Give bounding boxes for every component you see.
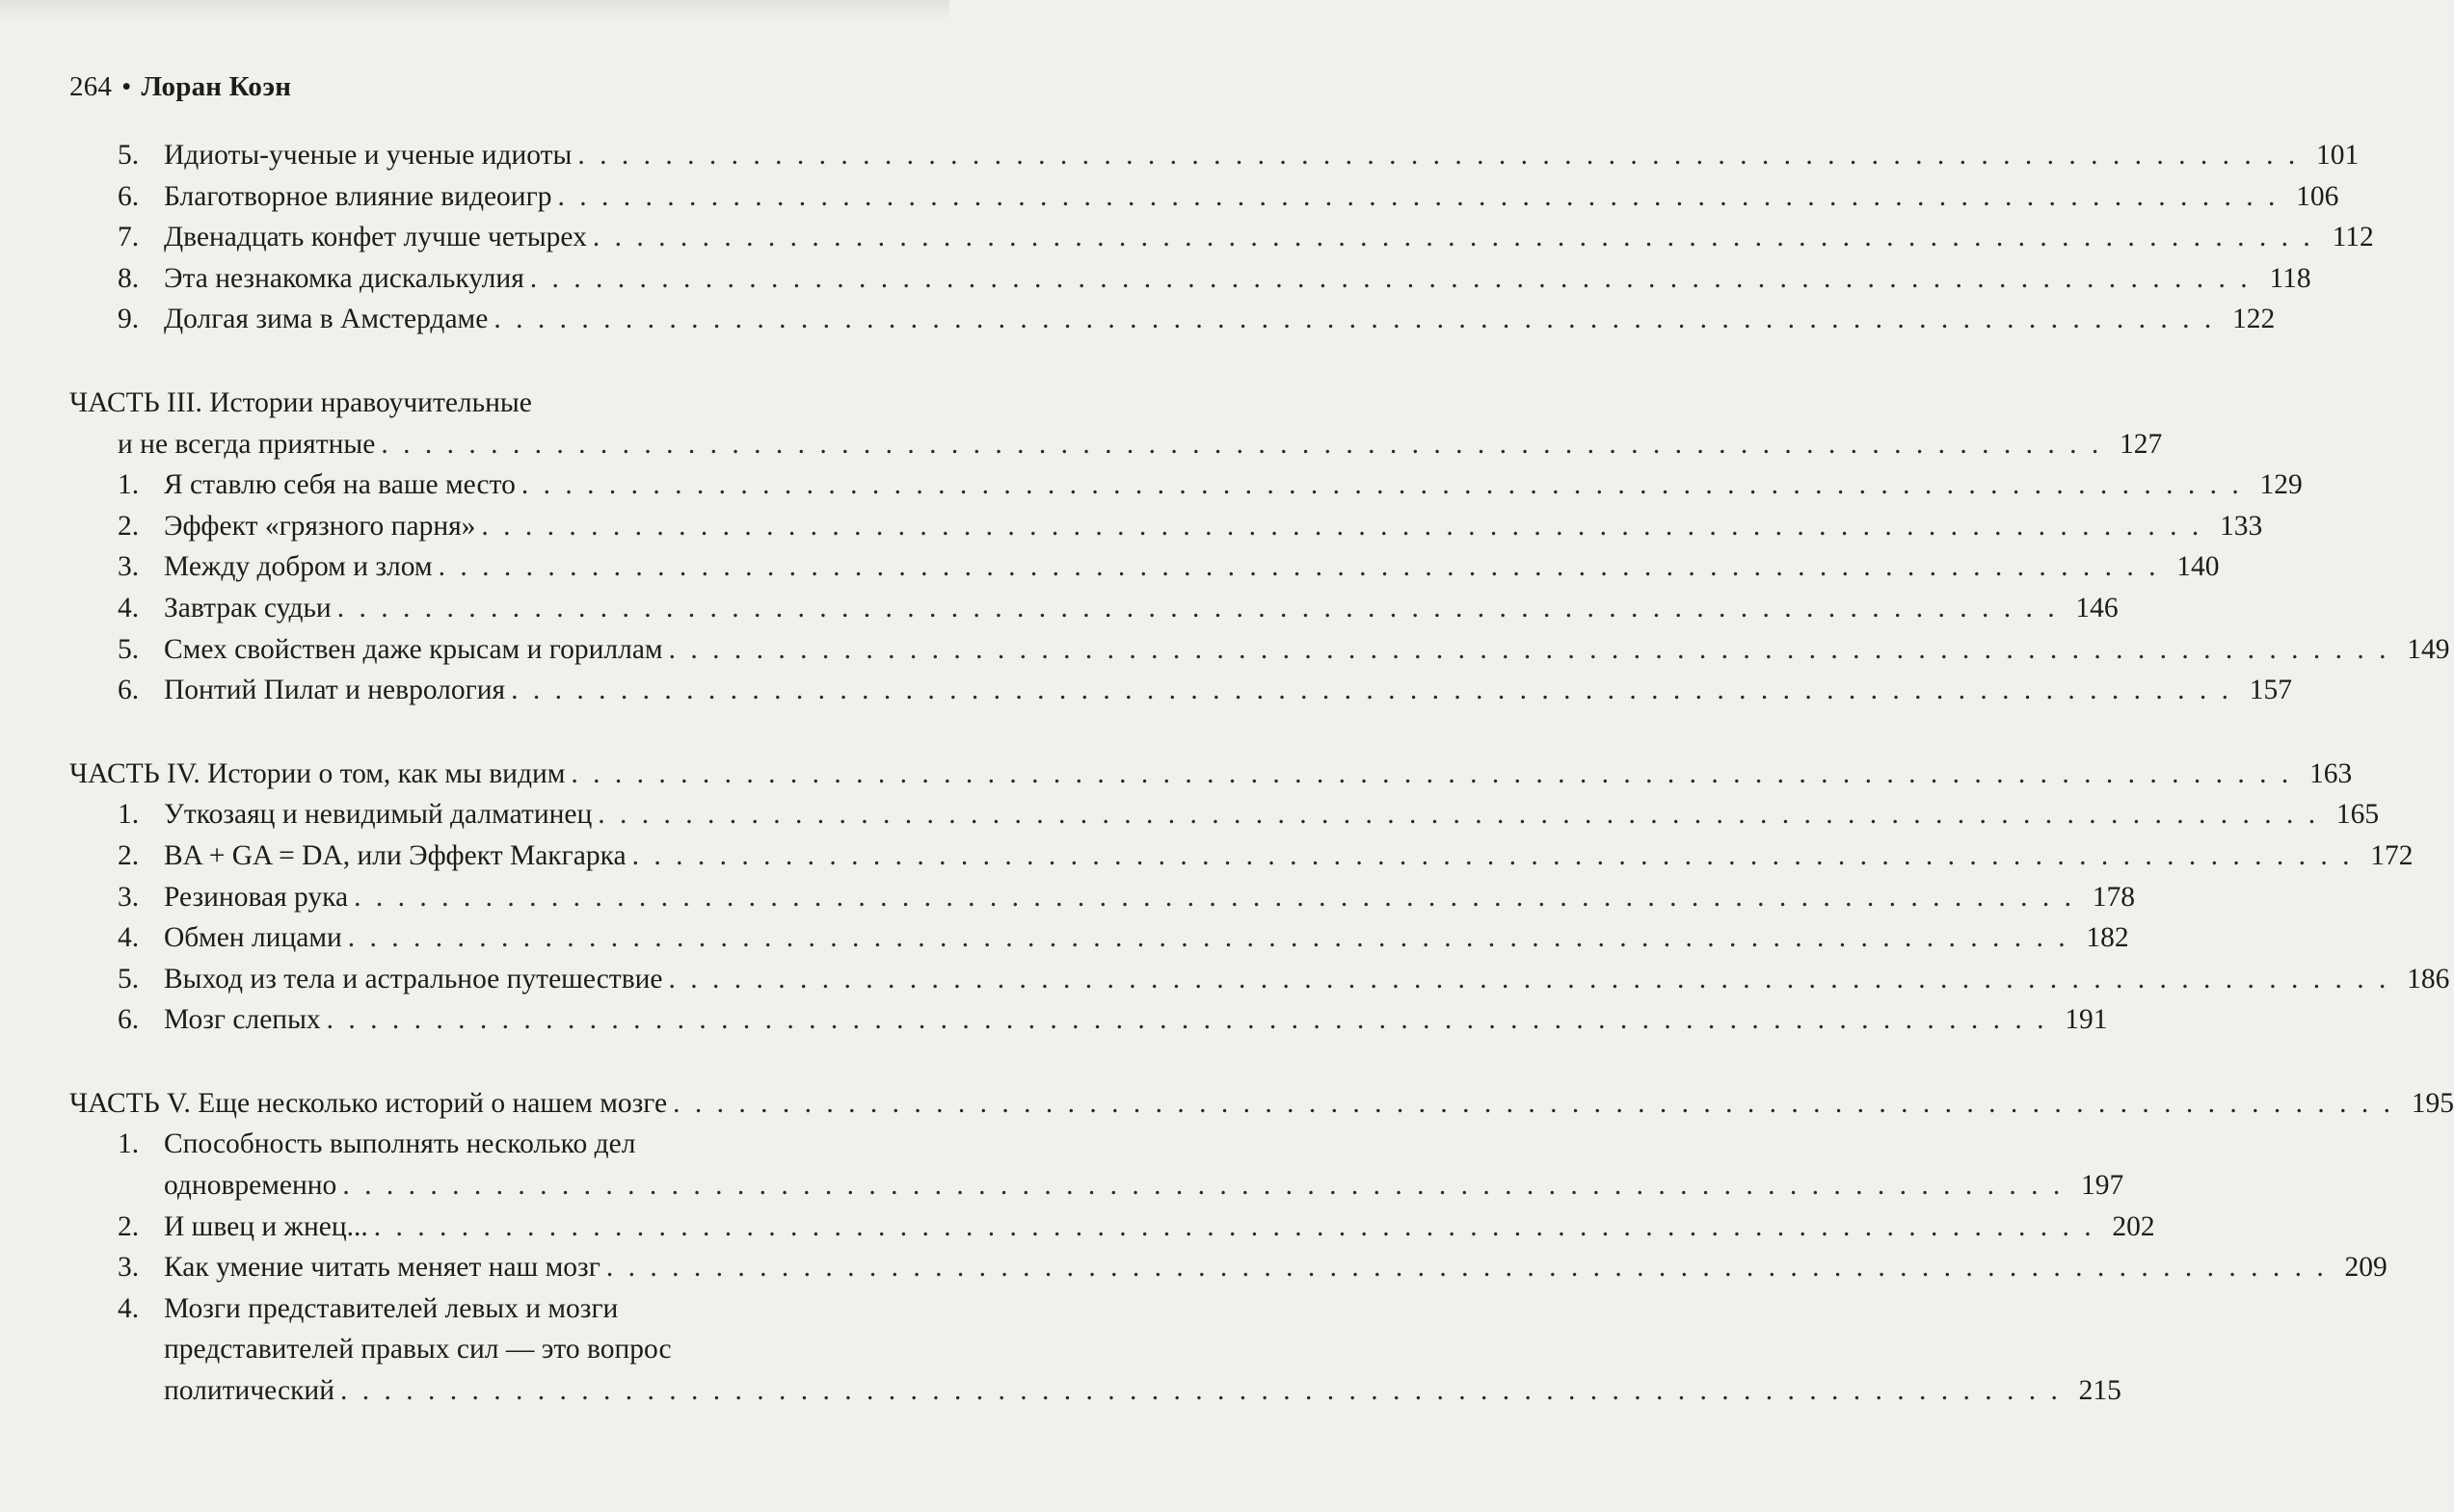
dot-leader: . . . . . . . . . . . . . . . . . . . . . . . . . . . . . . . . . . . . . . . . . . . . . . . . . . . . . . . . . . . . . . . . . . . . . . . . . . . . . . . <box>529 262 2252 294</box>
chapter-title: Мозги представителей левых и мозги <box>164 1292 619 1324</box>
dot-leader: . . . . . . . . . . . . . . . . . . . . . . . . . . . . . . . . . . . . . . . . . . . . . . . . . . . . . . . . . . . . . . . . . . . . . . . . . . . . . . . <box>340 1375 2062 1407</box>
chapter-title: Я ставлю себя на ваше место <box>164 469 516 501</box>
chapter-title: И швец и жнец... <box>164 1210 368 1242</box>
dot-leader: . . . . . . . . . . . . . . . . . . . . . . . . . . . . . . . . . . . . . . . . . . . . . . . . . . . . . . . . . . . . . . . . . . . . . . . . . . . . . . . <box>668 963 2390 995</box>
dot-leader: . . . . . . . . . . . . . . . . . . . . . . . . . . . . . . . . . . . . . . . . . . . . . . . . . . . . . . . . . . . . . . . . . . . . . . . . . . . . . . . <box>438 551 2160 583</box>
dot-leader: . . . . . . . . . . . . . . . . . . . . . . . . . . . . . . . . . . . . . . . . . . . . . . . . . . . . . . . . . . . . . . . . . . . . . . . . . . . . . . . <box>481 510 2203 542</box>
page-ref: 165 <box>2335 799 2380 831</box>
chapter-title: BA + GA = DA, или Эффект Макгарка <box>164 839 627 871</box>
page-ref: 163 <box>2309 757 2353 789</box>
toc-entry <box>69 135 2360 176</box>
chapter-number: 6. <box>118 180 140 212</box>
toc-entry <box>69 588 2119 629</box>
chapter-title: Эффект «грязного парня» <box>164 510 476 542</box>
chapter-title: Идиоты-ученые и ученые идиоты <box>164 140 573 171</box>
part-title <box>69 754 2353 795</box>
part-title-text: ЧАСТЬ IV. Истории о том, как мы видим <box>69 757 566 789</box>
toc-entry <box>69 877 2135 918</box>
toc-entry <box>69 217 2374 258</box>
chapter-number: 9. <box>118 304 140 335</box>
page-top-edge <box>0 0 949 21</box>
chapter-number: 1. <box>118 799 140 831</box>
toc-entry <box>69 546 2220 588</box>
page-ref: 146 <box>2075 592 2119 623</box>
dot-leader: . . . . . . . . . . . . . . . . . . . . . . . . . . . . . . . . . . . . . . . . . . . . . . . . . . . . . . . . . . . . . . . . . . . . . . . . . . . . . . . <box>373 1210 2095 1242</box>
page-ref: 197 <box>2080 1170 2124 1202</box>
page-ref: 106 <box>2296 180 2339 212</box>
table-of-contents <box>69 135 2454 1412</box>
chapter-number: 6. <box>118 675 140 706</box>
dot-leader: . . . . . . . . . . . . . . . . . . . . . . . . . . . . . . . . . . . . . . . . . . . . . . . . . . . . . . . . . . . . . . . . . . . . . . . . . . . . . . . <box>381 428 2103 460</box>
part-title-continuation <box>69 424 2163 465</box>
chapter-number: 3. <box>118 881 140 913</box>
toc-entry <box>69 959 2450 1000</box>
toc-entry <box>69 1288 904 1330</box>
part-title-text: ЧАСТЬ III. Истории нравоучительные <box>69 386 532 418</box>
chapter-title: Благотворное влияние видеоигр <box>164 180 552 212</box>
chapter-number: 2. <box>118 839 140 871</box>
chapter-title: политический <box>164 1375 334 1407</box>
toc-entry <box>69 258 2311 300</box>
dot-leader: . . . . . . . . . . . . . . . . . . . . . . . . . . . . . . . . . . . . . . . . . . . . . . . . . . . . . . . . . . . . . . . . . . . . . . . . . . . . . . . <box>598 799 2320 831</box>
running-head <box>69 71 291 103</box>
dot-leader: . . . . . . . . . . . . . . . . . . . . . . . . . . . . . . . . . . . . . . . . . . . . . . . . . . . . . . . . . . . . . . . . . . . . . . . . . . . . . . . <box>520 469 2243 501</box>
section-gap <box>69 1041 904 1083</box>
toc-entry <box>69 670 2292 711</box>
page-ref: 133 <box>2220 510 2263 542</box>
section-gap <box>69 340 904 383</box>
chapter-title: Обмен лицами <box>164 922 342 954</box>
page-ref: 122 <box>2231 304 2276 335</box>
page-ref: 202 <box>2112 1210 2155 1242</box>
chapter-title: Как умение читать меняет наш мозг <box>164 1252 600 1284</box>
toc-entry <box>69 176 2339 218</box>
chapter-number: 2. <box>118 1210 140 1242</box>
chapter-number: 2. <box>118 510 140 542</box>
dot-leader: . . . . . . . . . . . . . . . . . . . . . . . . . . . . . . . . . . . . . . . . . . . . . . . . . . . . . . . . . . . . . . . . . . . . . . . . . . . . . . . <box>605 1252 2328 1284</box>
page-ref: 195 <box>2411 1087 2454 1119</box>
dot-leader: . . . . . . . . . . . . . . . . . . . . . . . . . . . . . . . . . . . . . . . . . . . . . . . . . . . . . . . . . . . . . . . . . . . . . . . . . . . . . . . <box>592 222 2314 253</box>
page-ref: 140 <box>2176 551 2220 583</box>
chapter-title: Между добром и злом <box>164 551 433 583</box>
page-ref: 215 <box>2078 1375 2121 1407</box>
chapter-number: 3. <box>118 1252 140 1284</box>
page-ref: 149 <box>2407 633 2450 665</box>
chapter-title: представителей правых сил — это вопрос <box>164 1334 672 1366</box>
toc-entry <box>69 1247 2387 1288</box>
chapter-number: 1. <box>118 469 140 501</box>
toc-entry-continuation <box>69 1329 904 1370</box>
chapter-title: Способность выполнять несколько дел <box>164 1128 636 1160</box>
chapter-title: Завтрак судьи <box>164 592 332 623</box>
dot-leader: . . . . . . . . . . . . . . . . . . . . . . . . . . . . . . . . . . . . . . . . . . . . . . . . . . . . . . . . . . . . . . . . . . . . . . . . . . . . . . . <box>571 757 2293 789</box>
part-title-text: и не всегда приятные <box>118 428 376 460</box>
chapter-number: 4. <box>118 922 140 954</box>
chapter-title: Выход из тела и астральное путешествие <box>164 963 663 995</box>
toc-entry <box>69 506 2263 547</box>
dot-leader: . . . . . . . . . . . . . . . . . . . . . . . . . . . . . . . . . . . . . . . . . . . . . . . . . . . . . . . . . . . . . . . . . . . . . . . . . . . . . . . <box>673 1087 2394 1119</box>
chapter-title: Понтий Пилат и неврология <box>164 675 506 706</box>
chapter-title: Мозг слепых <box>164 1004 321 1036</box>
dot-leader: . . . . . . . . . . . . . . . . . . . . . . . . . . . . . . . . . . . . . . . . . . . . . . . . . . . . . . . . . . . . . . . . . . . . . . . . . . . . . . . <box>493 304 2216 335</box>
dot-leader: . . . . . . . . . . . . . . . . . . . . . . . . . . . . . . . . . . . . . . . . . . . . . . . . . . . . . . . . . . . . . . . . . . . . . . . . . . . . . . . <box>354 881 2075 913</box>
dot-leader: . . . . . . . . . . . . . . . . . . . . . . . . . . . . . . . . . . . . . . . . . . . . . . . . . . . . . . . . . . . . . . . . . . . . . . . . . . . . . . . <box>326 1004 2048 1036</box>
chapter-title: Долгая зима в Амстердаме <box>164 304 489 335</box>
toc-entry <box>69 999 2108 1041</box>
page-ref: 186 <box>2407 963 2450 995</box>
chapter-number: 5. <box>118 963 140 995</box>
chapter-title: Резиновая рука <box>164 881 349 913</box>
toc-entry <box>69 917 2129 959</box>
dot-leader: . . . . . . . . . . . . . . . . . . . . . . . . . . . . . . . . . . . . . . . . . . . . . . . . . . . . . . . . . . . . . . . . . . . . . . . . . . . . . . . <box>577 140 2300 171</box>
chapter-number: 4. <box>118 592 140 623</box>
toc-entry <box>69 629 2450 671</box>
page-ref: 191 <box>2065 1004 2108 1036</box>
chapter-title: Смех свойствен даже крысам и гориллам <box>164 633 663 665</box>
page-ref: 127 <box>2119 428 2163 460</box>
chapter-title: Уткозаяц и невидимый далматинец <box>164 799 593 831</box>
page-ref: 129 <box>2259 469 2303 501</box>
chapter-title: Эта незнакомка дискалькулия <box>164 262 524 294</box>
page-ref: 101 <box>2315 140 2360 171</box>
toc-entry <box>69 836 2414 877</box>
page-ref: 112 <box>2332 222 2374 253</box>
page-ref: 178 <box>2092 881 2135 913</box>
part-title <box>69 383 904 424</box>
chapter-number: 8. <box>118 262 140 294</box>
section-gap <box>69 711 904 754</box>
dot-leader: . . . . . . . . . . . . . . . . . . . . . . . . . . . . . . . . . . . . . . . . . . . . . . . . . . . . . . . . . . . . . . . . . . . . . . . . . . . . . . . <box>336 592 2059 623</box>
dot-leader: . . . . . . . . . . . . . . . . . . . . . . . . . . . . . . . . . . . . . . . . . . . . . . . . . . . . . . . . . . . . . . . . . . . . . . . . . . . . . . . <box>342 1170 2065 1202</box>
dot-leader: . . . . . . . . . . . . . . . . . . . . . . . . . . . . . . . . . . . . . . . . . . . . . . . . . . . . . . . . . . . . . . . . . . . . . . . . . . . . . . . <box>557 180 2280 212</box>
chapter-number: 4. <box>118 1292 140 1324</box>
toc-entry <box>69 464 2303 506</box>
page-ref: 157 <box>2249 675 2292 706</box>
part-title-text: ЧАСТЬ V. Еще несколько историй о нашем мозге <box>69 1087 668 1119</box>
toc-entry-continuation <box>69 1370 2121 1412</box>
chapter-number: 5. <box>118 140 140 171</box>
dot-leader: . . . . . . . . . . . . . . . . . . . . . . . . . . . . . . . . . . . . . . . . . . . . . . . . . . . . . . . . . . . . . . . . . . . . . . . . . . . . . . . <box>668 633 2390 665</box>
chapter-title: Двенадцать конфет лучше четырех <box>164 222 587 253</box>
toc-entry <box>69 1124 904 1165</box>
page-number: 264 <box>69 71 113 102</box>
chapter-number: 5. <box>118 633 140 665</box>
chapter-title: одновременно <box>164 1170 337 1202</box>
toc-entry <box>69 1207 2155 1248</box>
dot-leader: . . . . . . . . . . . . . . . . . . . . . . . . . . . . . . . . . . . . . . . . . . . . . . . . . . . . . . . . . . . . . . . . . . . . . . . . . . . . . . . <box>347 922 2069 954</box>
bullet-separator: • <box>121 71 132 102</box>
part-title <box>69 1083 2454 1125</box>
chapter-number: 7. <box>118 222 140 253</box>
toc-entry <box>69 794 2380 836</box>
chapter-number: 3. <box>118 551 140 583</box>
chapter-number: 6. <box>118 1004 140 1036</box>
page-ref: 172 <box>2370 839 2414 871</box>
toc-entry <box>69 299 2276 340</box>
dot-leader: . . . . . . . . . . . . . . . . . . . . . . . . . . . . . . . . . . . . . . . . . . . . . . . . . . . . . . . . . . . . . . . . . . . . . . . . . . . . . . . <box>631 839 2354 871</box>
toc-entry-continuation <box>69 1165 2124 1207</box>
page-ref: 118 <box>2269 262 2311 294</box>
chapter-number: 1. <box>118 1128 140 1160</box>
page-ref: 209 <box>2344 1252 2387 1284</box>
author-name: Лоран Коэн <box>141 71 292 102</box>
page-ref: 182 <box>2086 922 2129 954</box>
dot-leader: . . . . . . . . . . . . . . . . . . . . . . . . . . . . . . . . . . . . . . . . . . . . . . . . . . . . . . . . . . . . . . . . . . . . . . . . . . . . . . . <box>511 675 2232 706</box>
